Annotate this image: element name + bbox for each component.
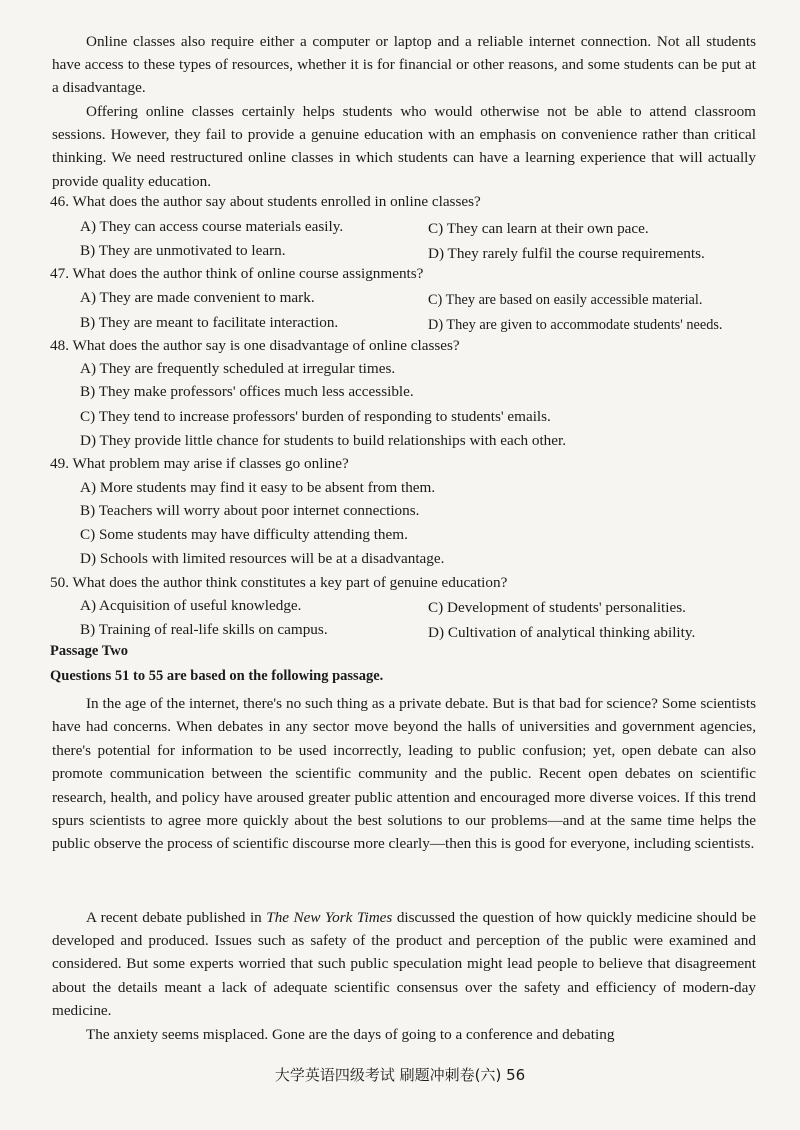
q49-option-a[interactable]: A) More students may find it easy to be absent from them. [80, 479, 436, 496]
q46-option-d[interactable]: D) They rarely fulfil the course requirements. [428, 245, 705, 262]
q48-option-b[interactable]: B) They make professors' offices much less accessible. [80, 383, 414, 400]
p2-text-before: A recent debate published in [86, 909, 267, 926]
q47-option-b[interactable]: B) They are meant to facilitate interaction. [80, 314, 339, 331]
q46-option-a[interactable]: A) They can access course materials easily. [80, 218, 344, 235]
passage-two-title: Passage Two [50, 643, 129, 659]
passage-two-paragraph-1: In the age of the internet, there's no such thing as a private debate. But is that bad for science? Some scientists have had concerns. When debates in any sector move beyond the halls of universities and government agencies, there's potential for information to be used incorrectly, leading to public confusion; yet, open debate can also promote communication between the scientific community and the public. Recent open debates on scientific research, health, and policy have aroused greater public attention and encouraged more diverse voices. If this trend spurs scientists to agree more quickly about the best solutions to our problems—and at the same time helps the public observe the process of scientific discourse more clearly—then this is good for everyone, including scientists. [52, 695, 756, 853]
q48-option-c[interactable]: C) They tend to increase professors' burden of responding to students' emails. [80, 408, 551, 425]
newspaper-title: The New York Times [266, 909, 393, 926]
question-49-stem: 49. What problem may arise if classes go online? [50, 455, 349, 472]
q50-option-c[interactable]: C) Development of students' personalities. [428, 599, 686, 616]
paragraph-online-resources: Online classes also require either a computer or laptop and a reliable internet connection. Not all students have access to these types of resources, whether it is for financial or other reasons, and some students can be put at a disadvantage. [52, 33, 756, 97]
question-46-stem: 46. What does the author say about students enrolled in online classes? [50, 193, 481, 210]
paragraph-online-conclusion: Offering online classes certainly helps students who would otherwise not be able to attend classroom sessions. However, they fail to provide a genuine education with an emphasis on convenience rather than critical thinking. We need restructured online classes in which students can have a learning experience that will actually provide quality education. [52, 103, 756, 190]
q50-option-d[interactable]: D) Cultivation of analytical thinking ability. [428, 624, 696, 641]
q48-option-a[interactable]: A) They are frequently scheduled at irregular times. [80, 360, 396, 377]
q49-option-b[interactable]: B) Teachers will worry about poor internet connections. [80, 502, 420, 519]
p2-text-after: discussed the question of how quickly medicine should be developed and produced. Issues such as safety of the product and perception of the public were examined and considered. But some experts worried that such public speculation might lead people to believe that disagreement about the details meant a lack of adequate scientific consensus over the safety and efficiency of modern-day medicine. [52, 909, 756, 1019]
passage-two-instruction: Questions 51 to 55 are based on the following passage. [50, 668, 384, 684]
page-footer: 大学英语四级考试 刷题冲刺卷(六) 56 [274, 1066, 526, 1084]
question-48-stem: 48. What does the author say is one disadvantage of online classes? [50, 337, 460, 354]
question-50-stem: 50. What does the author think constitutes a key part of genuine education? [50, 574, 508, 591]
q50-option-b[interactable]: B) Training of real-life skills on campus. [80, 621, 328, 638]
q49-option-c[interactable]: C) Some students may have difficulty attending them. [80, 526, 408, 543]
question-47-stem: 47. What does the author think of online course assignments? [50, 265, 424, 282]
q46-option-c[interactable]: C) They can learn at their own pace. [428, 220, 649, 237]
passage-two-paragraph-3: The anxiety seems misplaced. Gone are the days of going to a conference and debating [86, 1026, 615, 1043]
q50-option-a[interactable]: A) Acquisition of useful knowledge. [80, 597, 302, 614]
passage-two-paragraph-2 [52, 906, 756, 1022]
q47-option-d[interactable]: D) They are given to accommodate students' needs. [428, 317, 723, 333]
q48-option-d[interactable]: D) They provide little chance for students to build relationships with each other. [80, 432, 567, 449]
q47-option-a[interactable]: A) They are made convenient to mark. [80, 289, 315, 306]
q46-option-b[interactable]: B) They are unmotivated to learn. [80, 242, 286, 259]
q47-option-c[interactable]: C) They are based on easily accessible material. [428, 292, 703, 308]
q49-option-d[interactable]: D) Schools with limited resources will be at a disadvantage. [80, 550, 445, 567]
